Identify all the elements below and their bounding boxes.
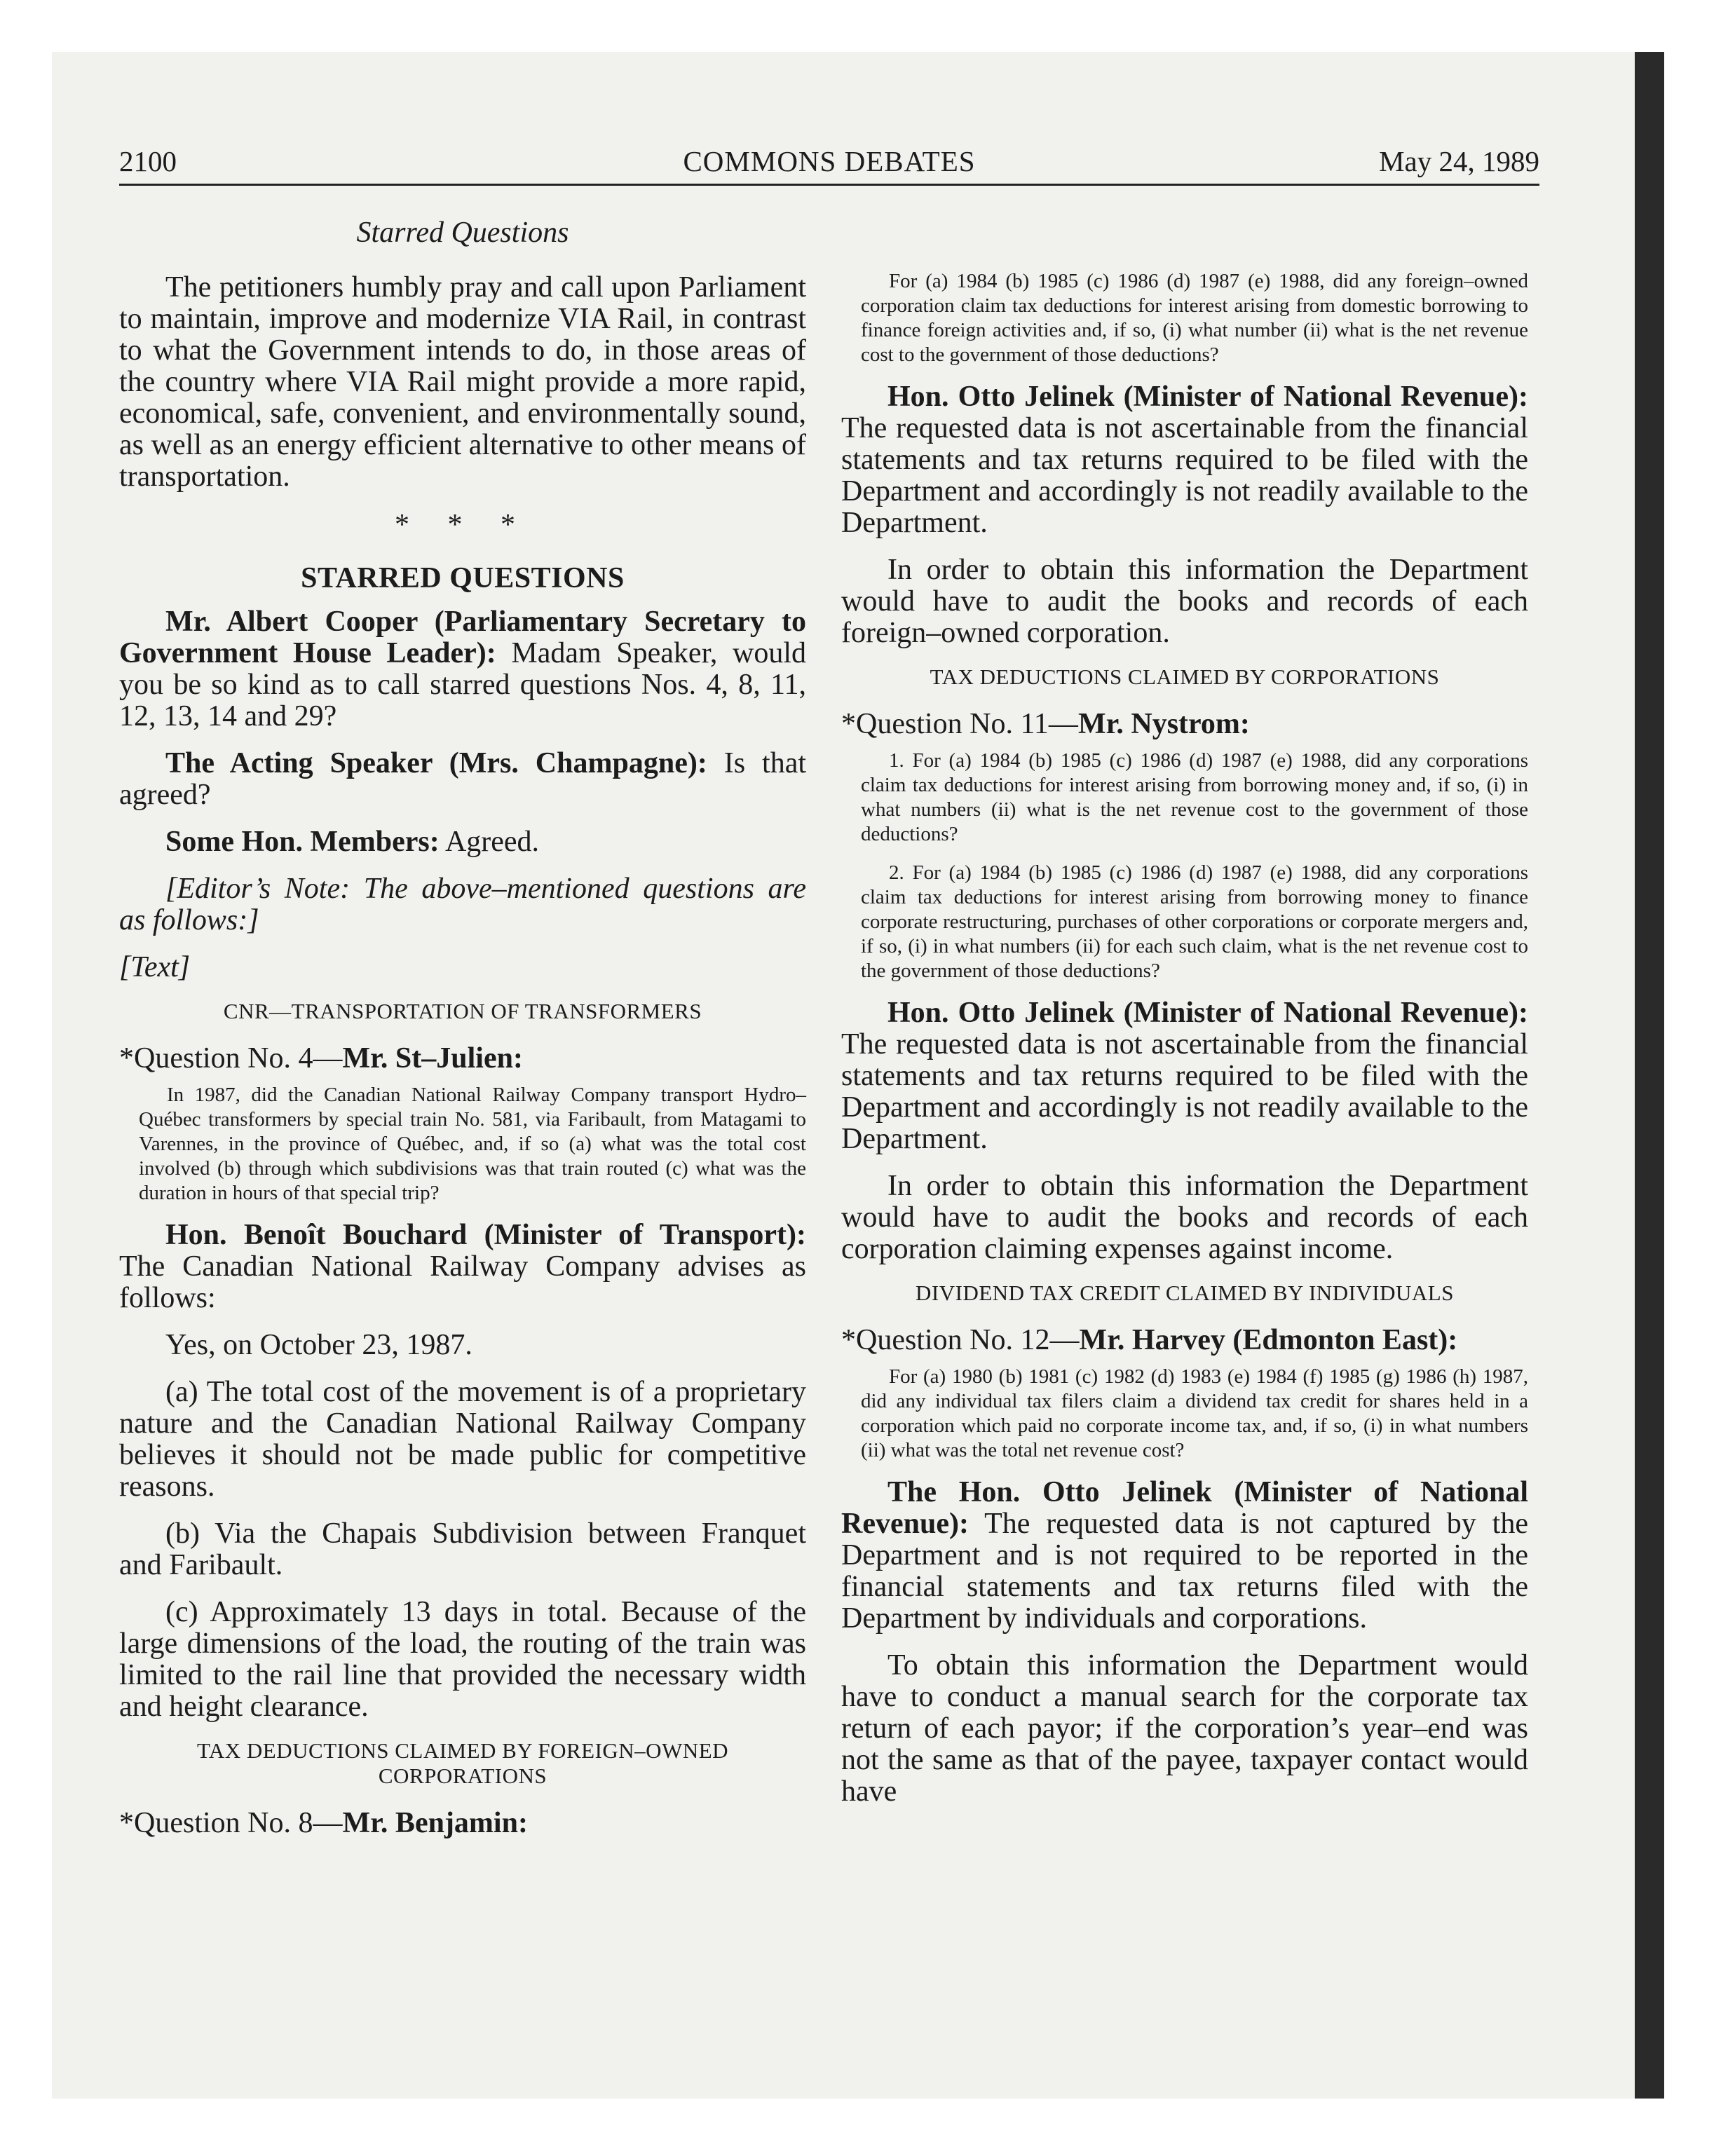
page-header — [119, 140, 1539, 189]
statement-text: The requested data is not ascertainable from the financial statements and tax returns required to be filed with the Department and accordingly is not readily available to the Department. — [841, 412, 1528, 539]
page-number: 2100 — [119, 145, 177, 177]
q11-heading: TAX DEDUCTIONS CLAIMED BY CORPORATIONS — [930, 664, 1440, 689]
question-label: *Question No. 12— — [841, 1324, 1080, 1356]
statement-text: Is that agreed? — [119, 747, 807, 811]
q11-question-line — [841, 708, 1528, 740]
members-statement — [119, 826, 806, 858]
question-member: Mr. St–Julien: — [342, 1042, 523, 1074]
scan-edge-shadow — [1635, 52, 1664, 2099]
q11-part-2: 2. For (a) 1984 (b) 1985 (c) 1986 (d) 1987 (e) 1988, did any corporations claim tax deductions for interest arising from borrowing money to finance corporate restructuring, purchases of other corporations or corporate mergers and, if so, (i) in what numbers (ii) for each such claim, what is the net revenue cost to the government of those deductions? — [861, 861, 1528, 982]
jelinek-answer-2 — [841, 997, 1528, 1155]
cooper-statement — [119, 606, 806, 732]
section-separator: * * * — [395, 509, 531, 541]
speaker-name: The Hon. Otto Jelinek (Minister of National Revenue): — [841, 1476, 1528, 1540]
q4-question-text: In 1987, did the Canadian National Railway Company transport Hydro–Québec transformers by special train No. 581, via Faribault, from Matagami to Varennes, in the province of Québec, and, if so (a) what was the total cost involved (b) through which subdivisions was that train routed (c) what was the duration in hours of that special trip? — [139, 1084, 806, 1204]
answer-yes: Yes, on October 23, 1987. — [165, 1329, 472, 1361]
answer-a: (a) The total cost of the movement is of a proprietary nature and the Canadian National Railway Company believes it should not be made public for competitive reasons. — [119, 1376, 806, 1503]
journal-title: COMMONS DEBATES — [683, 145, 976, 177]
q8-question-text: For (a) 1984 (b) 1985 (c) 1986 (d) 1987 (e) 1988, did any foreign–owned corporation claim tax deductions for interest arising from domestic borrowing to finance foreign activities and, if so, (i) what number (ii) what is the net revenue cost to the government of those deductions? — [861, 270, 1528, 366]
speaker-name: Hon. Benoît Bouchard (Minister of Transport): — [165, 1219, 806, 1251]
speaker-name: Hon. Otto Jelinek (Minister of National Revenue): — [887, 381, 1528, 413]
q12-question-text: For (a) 1980 (b) 1981 (c) 1982 (d) 1983 (e) 1984 (f) 1985 (g) 1986 (h) 1987, did any individual tax filers claim a dividend tax credit for shares held in a corporation which paid no corporate income tax, and, if so, (i) in what numbers (ii) what was the total net revenue cost? — [861, 1365, 1528, 1461]
header-rule — [119, 184, 1539, 186]
question-member: Mr. Harvey (Edmonton East): — [1079, 1324, 1458, 1356]
speaker-name: The Acting Speaker (Mrs. Champagne): — [165, 747, 707, 779]
question-member: Mr. Benjamin: — [342, 1807, 528, 1839]
statement-text: The requested data is not ascertainable from the financial statements and tax returns required to be filed with the Department and accordingly is not readily available to the Department. — [841, 1028, 1528, 1155]
acting-speaker-statement — [119, 748, 806, 811]
q12-question-line — [841, 1324, 1528, 1356]
q12-heading: DIVIDEND TAX CREDIT CLAIMED BY INDIVIDUALS — [916, 1281, 1454, 1305]
q8-question-line — [119, 1807, 806, 1839]
answer-b: (b) Via the Chapais Subdivision between Franquet and Faribault. — [119, 1517, 806, 1581]
q4-question-line — [119, 1042, 806, 1074]
running-head: Starred Questions — [356, 217, 569, 249]
question-label: *Question No. 8— — [119, 1807, 343, 1839]
jelinek-followup-3: To obtain this information the Department would have to conduct a manual search for the corporate tax return of each payor; if the corporation’s year–end was not the same as that of the payee, taxpayer contact would have — [841, 1649, 1528, 1808]
statement-text: The Canadian National Railway Company advises as follows: — [119, 1250, 806, 1314]
question-member: Mr. Nystrom: — [1077, 708, 1250, 740]
petition-paragraph: The petitioners humbly pray and call upon Parliament to maintain, improve and modernize VIA Rail, in contrast to what the Government intends to do, in those areas of the country where VIA Rail might provide a more rapid, economical, safe, convenient, and environmentally sound, as well as an energy efficient alternative to other means of transportation. — [119, 271, 806, 493]
jelinek-followup-2: In order to obtain this information the Department would have to audit the books and records of each corporation claiming expenses against income. — [841, 1170, 1528, 1265]
jelinek-followup-1: In order to obtain this information the Department would have to audit the books and records of each foreign–owned corporation. — [841, 554, 1528, 649]
q4-heading: CNR—TRANSPORTATION OF TRANSFORMERS — [223, 999, 702, 1023]
speaker-name: Some Hon. Members: — [165, 826, 440, 858]
jelinek-answer-3 — [841, 1477, 1528, 1635]
jelinek-answer-1 — [841, 381, 1528, 539]
starred-questions-heading: STARRED QUESTIONS — [301, 562, 625, 594]
text-marker: [Text] — [119, 951, 191, 983]
right-column — [841, 269, 1528, 1823]
statement-text: Madam Speaker, would you be so kind as to call starred questions Nos. 4, 8, 11, 12, 13, 14 and 29? — [119, 637, 806, 732]
question-label: *Question No. 11— — [841, 708, 1078, 740]
editors-note: [Editor’s Note: The above–mentioned questions are as follows:] — [119, 873, 806, 936]
q11-part-1: 1. For (a) 1984 (b) 1985 (c) 1986 (d) 1987 (e) 1988, did any corporations claim tax deductions for interest arising from borrowing money and, if so, (i) in what numbers (ii) what is the net revenue cost to the government of those deductions? — [861, 749, 1528, 845]
statement-text: Agreed. — [444, 826, 540, 858]
statement-text: The requested data is not captured by the Department and is not required to be reported in the financial statements and tax returns filed with the Department by individuals and corporations. — [841, 1508, 1528, 1635]
issue-date: May 24, 1989 — [1379, 145, 1539, 177]
bouchard-answer — [119, 1220, 806, 1314]
question-label: *Question No. 4— — [119, 1042, 343, 1074]
speaker-name: Mr. Albert Cooper (Parliamentary Secretary to Government House Leader): — [119, 606, 806, 669]
answer-c: (c) Approximately 13 days in total. Because of the large dimensions of the load, the routing of the train was limited to the rail line that provided the necessary width and height clearance. — [119, 1596, 806, 1723]
left-column — [119, 210, 806, 1848]
q8-heading: TAX DEDUCTIONS CLAIMED BY FOREIGN–OWNED CORPORATIONS — [196, 1738, 729, 1788]
speaker-name: Hon. Otto Jelinek (Minister of National Revenue): — [887, 997, 1528, 1029]
